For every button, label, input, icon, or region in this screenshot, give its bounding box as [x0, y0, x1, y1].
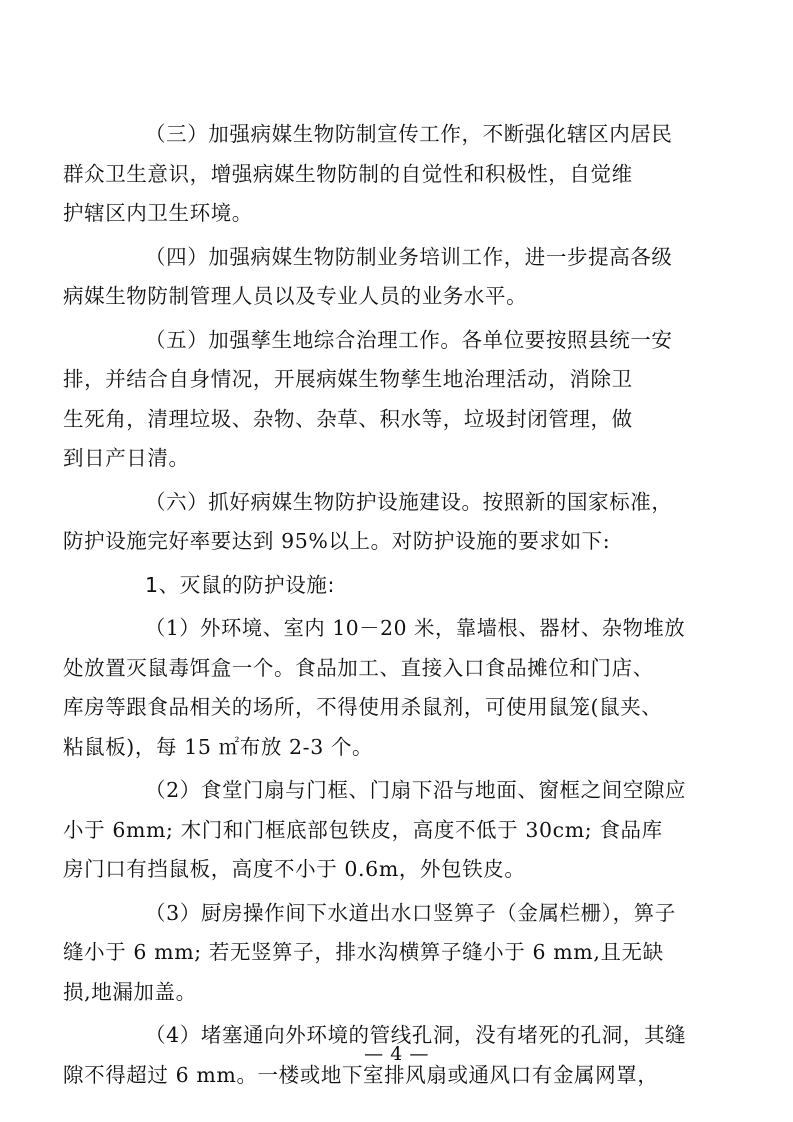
paragraph-item-3 — [63, 894, 690, 1013]
text-line: 粘鼠板)，每 15 ㎡布放 2-3 个。 — [63, 734, 374, 759]
text-line: 房门口有挡鼠板，高度不小于 0.6m，外包铁皮。 — [63, 857, 526, 881]
paragraph-publicity — [63, 115, 690, 234]
document-body — [63, 115, 690, 1099]
text-line: 群众卫生意识，增强病媒生物防制的自觉性和积极性，自觉维 — [63, 161, 633, 186]
text-line: 1、灭鼠的防护设施: — [145, 572, 335, 597]
text-line: 库房等跟食品相关的场所，不得使用杀鼠剂，可使用鼠笼(鼠夹、 — [63, 695, 663, 719]
text-line: （三）加强病媒生物防制宣传工作，不断强化辖区内居民 — [145, 122, 673, 146]
text-line: 护辖区内卫生环境。 — [63, 201, 253, 225]
page-number: — 4 — — [364, 1043, 429, 1065]
subheading-rodent-control — [104, 566, 690, 606]
paragraph-protection-facilities — [63, 483, 690, 562]
paragraph-breeding-sites — [63, 321, 690, 479]
text-line: （四）加强病媒生物防制业务培训工作，进一步提高各级 — [145, 244, 673, 269]
text-line: 小于 6mm; 木门和门框底部包铁皮，高度不低于 30cm; 食品库 — [63, 817, 663, 842]
text-line: （3）厨房操作间下水道出水口竖箅子（金属栏栅），箅子 — [145, 900, 676, 925]
text-line: （1）外环境、室内 10－20 米，靠墙根、器材、杂物堆放 — [145, 616, 686, 640]
text-line: 缝小于 6 mm; 若无竖箅子，排水沟横箅子缝小于 6 mm,且无缺 — [63, 940, 664, 964]
text-line: 到日产日清。 — [63, 446, 190, 470]
text-line: （五）加强孳生地综合治理工作。各单位要按照县统一安 — [145, 327, 673, 352]
text-line: （2）食堂门扇与门框、门扇下沿与地面、窗框之间空隙应 — [145, 778, 687, 802]
paragraph-item-1 — [63, 609, 690, 767]
paragraph-item-2 — [63, 771, 690, 890]
text-line: 排，并结合自身情况，开展病媒生物孳生地治理活动，消除卫 — [63, 367, 633, 391]
text-line: （4）堵塞通向外环境的管线孔洞，没有堵死的孔洞，其缝 — [145, 1023, 687, 1047]
text-line: 病媒生物防制管理人员以及专业人员的业务水平。 — [63, 284, 528, 308]
text-line: 隙不得超过 6 mm。一楼或地下室排风扇或通风口有金属网罩， — [63, 1062, 659, 1087]
text-line: 损,地漏加盖。 — [63, 979, 197, 1004]
text-line: 生死角，清理垃圾、杂物、杂草、积水等，垃圾封闭管理，做 — [63, 406, 633, 431]
text-line: 防护设施完好率要达到 95%以上。对防护设施的要求如下: — [63, 529, 611, 553]
text-line: （六）抓好病媒生物防护设施建设。按照新的国家标准， — [145, 489, 673, 514]
text-line: 处放置灭鼠毒饵盒一个。食品加工、直接入口食品摊位和门店、 — [63, 655, 654, 680]
paragraph-training — [63, 238, 690, 317]
